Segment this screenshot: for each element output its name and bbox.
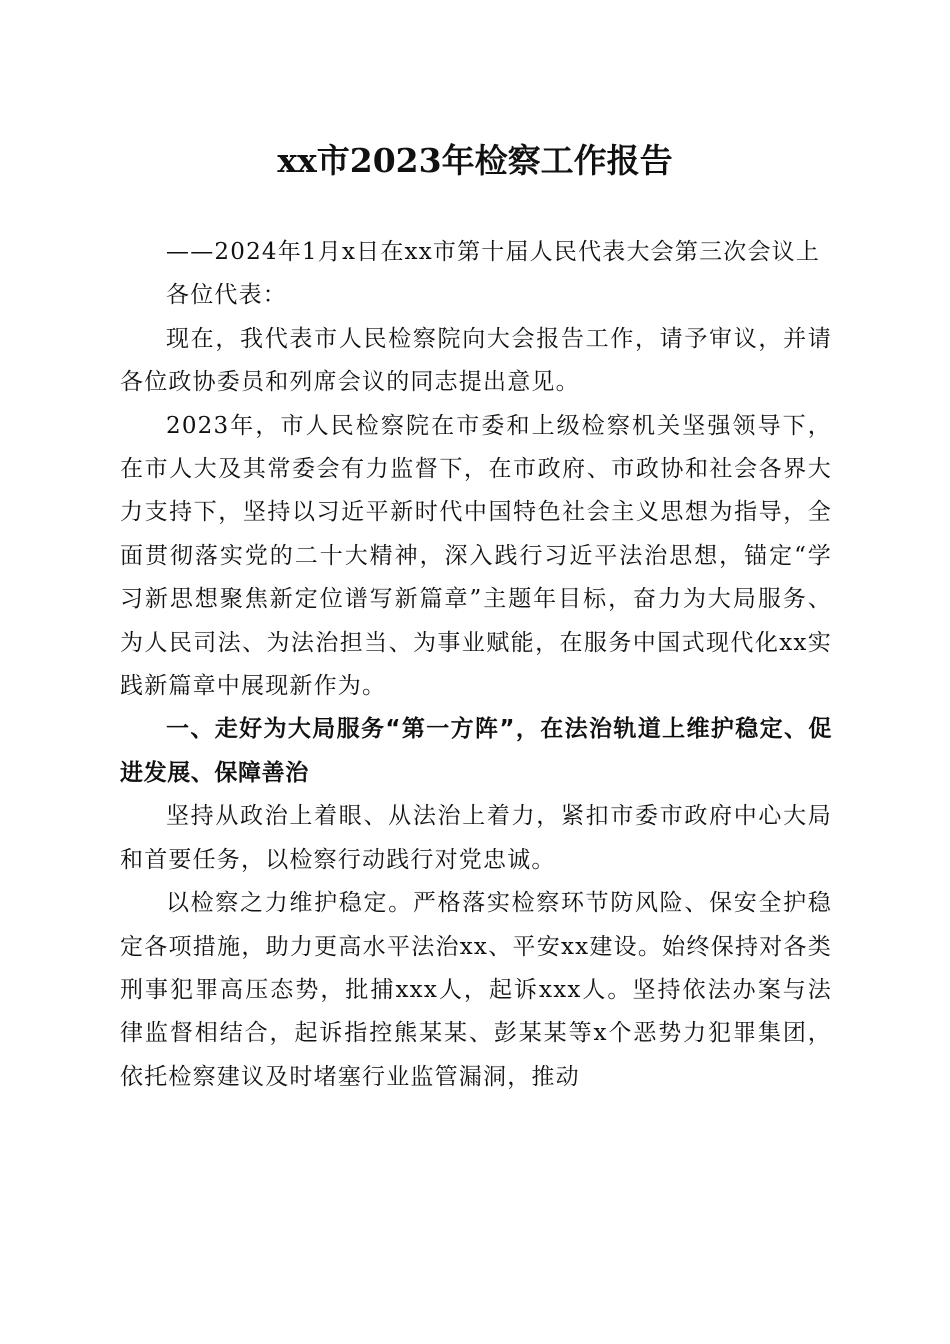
document-title: xx市2023年检察工作报告 (277, 141, 673, 180)
body-paragraph: 2023年，市人民检察院在市委和上级检察机关坚强领导下，在市人大及其常委会有力监督下，在市政府、市政协和社会各界大力支持下，坚持以习近平新时代中国特色社会主义思想为指导，全面贯彻落实党的二十大精神，深入践行习近平法治思想，锚定“学习新思想聚焦新定位谱写新篇章”主题年目标，奋力为大局服务、为人民司法、为法治担当、为事业赋能，在服务中国式现代化xx实践新篇章中展现新作为。 (120, 412, 832, 700)
body-paragraph: 坚持从政治上着眼、从法治上着力，紧扣市委市政府中心大局和首要任务，以检察行动践行对党忠诚。 (120, 803, 832, 873)
body-paragraph: 以检察之力维护稳定。严格落实检察环节防风险、保安全护稳定各项措施，助力更高水平法治xx、平安xx建设。始终保持对各类刑事犯罪高压态势，批捕xxx人，起诉xxx人。坚持依法办案与法律监督相结合，起诉指控熊某某、彭某某等x个恶势力犯罪集团，依托检察建议及时堵塞行业监管漏洞，推动 (120, 890, 832, 1090)
subtitle-paragraph: ——2024年1月x日在xx市第十届人民代表大会第三次会议上 (166, 239, 821, 265)
document-body (120, 231, 832, 1099)
body-paragraph: 现在，我代表市人民检察院向大会报告工作，请予审议，并请各位政协委员和列席会议的同志提出意见。 (120, 325, 832, 396)
salutation-paragraph: 各位代表： (166, 282, 287, 309)
section-heading: 一、走好为大局服务“第一方阵”，在法治轨道上维护稳定、促进发展、保障善治 (120, 716, 832, 786)
